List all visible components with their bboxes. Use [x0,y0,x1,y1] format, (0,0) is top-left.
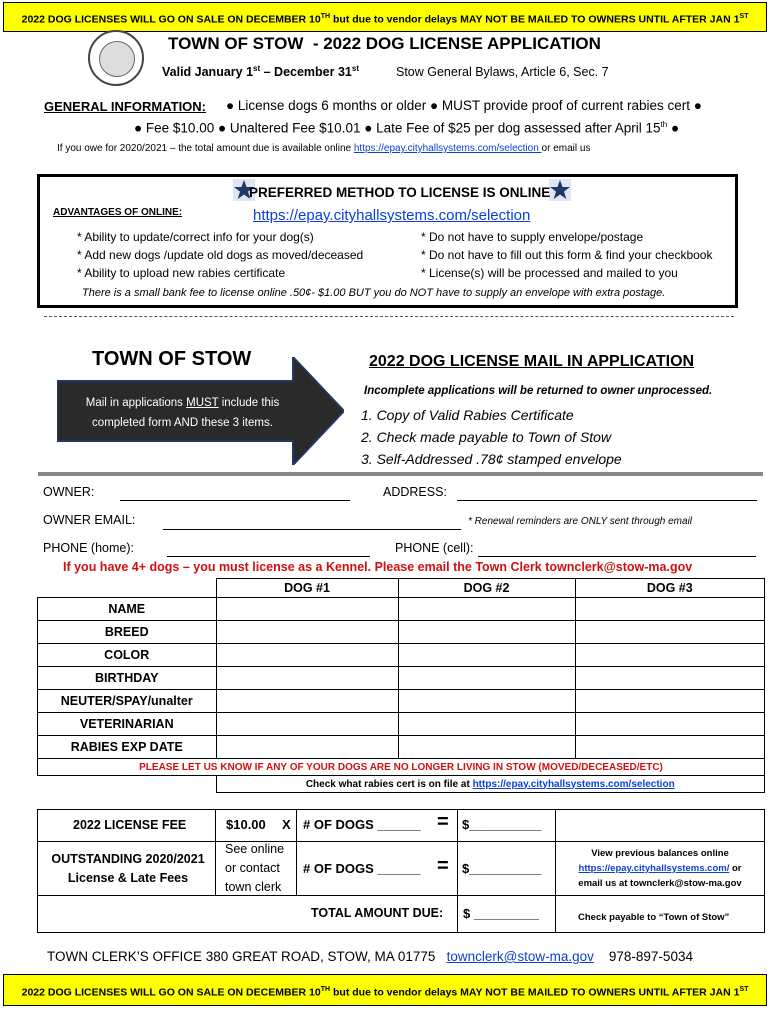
advantages-label: ADVANTAGES OF ONLINE: [53,207,183,218]
check-payable-note: Check payable to “Town of Stow” [578,912,730,923]
banner-sup-2: ST [739,986,749,993]
outstanding-total-field[interactable]: $__________ [462,861,542,876]
online-fee-note: There is a small bank fee to license online .50¢- $1.00 BUT you do NOT have to supply an envelope with extra postage. [82,287,666,299]
banner-sup-2: ST [739,13,749,20]
arrow-must: MUST [186,397,219,409]
page-title [168,34,601,54]
valid-text: Valid January 1 [162,65,254,80]
bottom-banner [3,974,767,1006]
owe-note [57,143,590,154]
top-banner [3,2,767,32]
dog-1-cell[interactable] [216,621,398,644]
dog-2-cell[interactable] [398,736,575,759]
application-title: - 2022 DOG LICENSE APPLICATION [312,34,601,53]
table-row [38,598,765,621]
phone-cell-label: PHONE (cell): [395,541,474,555]
banner-text: 2022 DOG LICENSES WILL GO ON SALE ON DECEMBER 10 [21,13,321,26]
advantages-left-list [77,228,363,282]
table-row [38,690,765,713]
view-balances-link[interactable]: https://epay.cityhallsystems.com/ [578,863,730,874]
row-label: VETERINARIAN [38,713,217,736]
arrow-text-2: include this [218,397,280,409]
general-info-line-2 [134,120,679,136]
dog-1-cell[interactable] [216,713,398,736]
rabies-check-link[interactable]: https://epay.cityhallsystems.com/selection [472,778,675,790]
arrow-text [70,393,295,433]
total-due-label: TOTAL AMOUNT DUE: [311,906,444,920]
advantage-item: * Add new dogs /update old dogs as moved/deceased [77,248,364,262]
license-fee-amount: $10.00 [226,817,266,832]
general-info-line-1: ● License dogs 6 months or older ● MUST provide proof of current rabies cert ● [226,98,702,113]
header-dog-2: DOG #2 [398,579,575,598]
dog-2-cell[interactable] [398,598,575,621]
advantage-item: * Do not have to supply envelope/postage [421,230,644,244]
online-heading: PREFERRED METHOD TO LICENSE IS ONLINE [249,185,551,200]
see-online-line: or contact [225,861,280,875]
required-item: 1. Copy of Valid Rabies Certificate [361,407,574,423]
row-label: BREED [38,621,217,644]
address-label: ADDRESS: [383,485,447,499]
table-row [38,736,765,759]
row-label: BIRTHDAY [38,667,217,690]
fee-vline [215,809,216,895]
row-label: RABIES EXP DATE [38,736,217,759]
online-link[interactable]: https://epay.cityhallsystems.com/selection [253,207,531,224]
license-fee-total-field[interactable]: $__________ [462,817,542,832]
dog-2-cell[interactable] [398,621,575,644]
dog-1-cell[interactable] [216,690,398,713]
header-dog-3: DOG #3 [575,579,765,598]
general-info-label: GENERAL INFORMATION: [44,99,207,114]
general-info-line-2-text: ● Fee $10.00 ● Unaltered Fee $10.01 ● Late Fee of $25 per dog assessed after April 15 [134,120,661,136]
dog-3-cell[interactable] [575,644,765,667]
check-row-blank [38,776,217,793]
required-item: 2. Check made payable to Town of Stow [361,429,612,445]
footer-email-link[interactable]: townclerk@stow-ma.gov [446,949,594,964]
banner-text: 2022 DOG LICENSES WILL GO ON SALE ON DECEMBER 10 [21,986,321,999]
table-corner [38,579,217,598]
arrow-text-1: Mail in applications [85,397,187,409]
renewal-note: * Renewal reminders are ONLY sent through email [468,516,693,527]
outstanding-line-1: OUTSTANDING 2020/2021 [51,852,205,866]
phone-home-field[interactable] [167,556,370,557]
advantage-item: * Ability to upload new rabies certificate [77,266,286,280]
table-header-row [38,579,765,598]
mail-application-title: 2022 DOG LICENSE MAIL IN APPLICATION [369,353,695,370]
dog-3-cell[interactable] [575,598,765,621]
footer-office: TOWN CLERK’S OFFICE 380 GREAT ROAD, STOW, MA 01775 [47,949,436,964]
owner-label: OWNER: [43,485,95,499]
dog-1-cell[interactable] [216,667,398,690]
dog-1-cell[interactable] [216,644,398,667]
rabies-check-note [216,776,765,793]
dog-2-cell[interactable] [398,667,575,690]
num-dogs-field[interactable]: # OF DOGS ______ [303,817,421,832]
dog-3-cell[interactable] [575,713,765,736]
general-info-sup: th [660,120,668,129]
fee-divider [37,841,765,842]
owe-note-text: If you owe for 2020/2021 – the total amount due is available online [57,143,354,154]
valid-dates [162,64,359,79]
table-notice-row [38,759,765,776]
fee-vline-2 [296,809,297,895]
address-field[interactable] [457,500,757,501]
table-row [38,667,765,690]
dog-3-cell[interactable] [575,667,765,690]
equals-sign-2: = [437,855,449,877]
rabies-check-text: Check what rabies cert is on file at [305,778,473,790]
required-item: 3. Self-Addressed .78¢ stamped envelope [361,451,622,467]
view-balances-or: or [729,863,742,874]
advantage-item: * License(s) will be processed and mailed to you [421,266,678,280]
bylaw-reference: Stow General Bylaws, Article 6, Sec. 7 [396,65,609,79]
dog-2-cell[interactable] [398,644,575,667]
email-label: OWNER EMAIL: [43,513,136,527]
row-label: NAME [38,598,217,621]
row-label: COLOR [38,644,217,667]
valid-sup-2: st [351,64,360,73]
fee-divider-2 [37,895,765,896]
outstanding-label [43,850,213,888]
section-divider [38,472,763,476]
footer-phone: 978-897-5034 [608,949,693,964]
multiply-sign: X [282,817,291,832]
town-seal-icon [88,30,144,86]
row-label: NEUTER/SPAY/unalter [38,690,217,713]
outstanding-line-2: License & Late Fees [67,871,189,885]
required-items-list [361,404,622,470]
dog-2-cell[interactable] [398,690,575,713]
see-online-line: See online [225,842,285,856]
total-due-field[interactable]: $ _________ [463,906,539,921]
banner-text-2: but due to vendor delays MAY NOT BE MAILED TO OWNERS UNTIL AFTER JAN 1 [330,13,740,26]
phone-cell-field[interactable] [478,556,756,557]
equals-sign: = [437,811,449,833]
license-fee-label: 2022 LICENSE FEE [73,818,187,832]
advantages-right-list [421,228,712,282]
num-dogs-field-2[interactable]: # OF DOGS ______ [303,861,421,876]
advantage-item: * Ability to update/correct info for your dog(s) [77,230,314,244]
dog-2-cell[interactable] [398,713,575,736]
dog-3-cell[interactable] [575,736,765,759]
phone-home-label: PHONE (home): [43,541,134,555]
owner-field[interactable] [120,500,350,501]
banner-sup: TH [320,986,331,993]
kennel-notice: If you have 4+ dogs – you must license as a Kennel. Please email the Town Clerk townclerk@stow-ma.gov [63,560,693,574]
header-dog-1: DOG #1 [216,579,398,598]
view-balances-note [561,846,759,891]
no-longer-living-notice: PLEASE LET US KNOW IF ANY OF YOUR DOGS ARE NO LONGER LIVING IN STOW (MOVED/DECEASED/ETC) [38,759,765,776]
table-check-row [38,776,765,793]
see-online-note [225,840,284,897]
view-balances-line: View previous balances online [591,848,729,859]
star-icon-2 [549,179,571,201]
valid-sup: st [253,64,261,73]
view-balances-email: email us at townclerk@stow-ma.gov [578,878,742,889]
dog-1-cell[interactable] [216,598,398,621]
advantage-item: * Do not have to fill out this form & find your checkbook [421,248,713,262]
banner-text-2: but due to vendor delays MAY NOT BE MAILED TO OWNERS UNTIL AFTER JAN 1 [330,986,740,999]
fee-vline-3 [457,809,458,933]
banner-sup: TH [320,13,331,20]
general-info-line-2-end: ● [667,120,680,136]
dog-3-cell[interactable] [575,690,765,713]
dog-info-table [37,578,765,793]
valid-text-2: – December 31 [260,65,352,80]
email-field[interactable] [163,529,461,530]
fee-vline-4 [555,809,556,933]
town-name: TOWN OF STOW [168,34,304,53]
dog-3-cell[interactable] [575,621,765,644]
mail-town-title: TOWN OF STOW [92,348,252,370]
table-row [38,644,765,667]
arrow-text-3: completed form AND these 3 items. [92,417,273,429]
cut-line-divider [44,316,734,317]
dog-1-cell[interactable] [216,736,398,759]
incomplete-note: Incomplete applications will be returned to owner unprocessed. [364,385,713,397]
owe-note-link[interactable]: https://epay.cityhallsystems.com/selection [353,143,542,154]
footer-contact [47,949,693,964]
see-online-line: town clerk [225,880,282,894]
table-row [38,621,765,644]
owe-note-end: or email us [541,143,591,154]
table-row [38,713,765,736]
